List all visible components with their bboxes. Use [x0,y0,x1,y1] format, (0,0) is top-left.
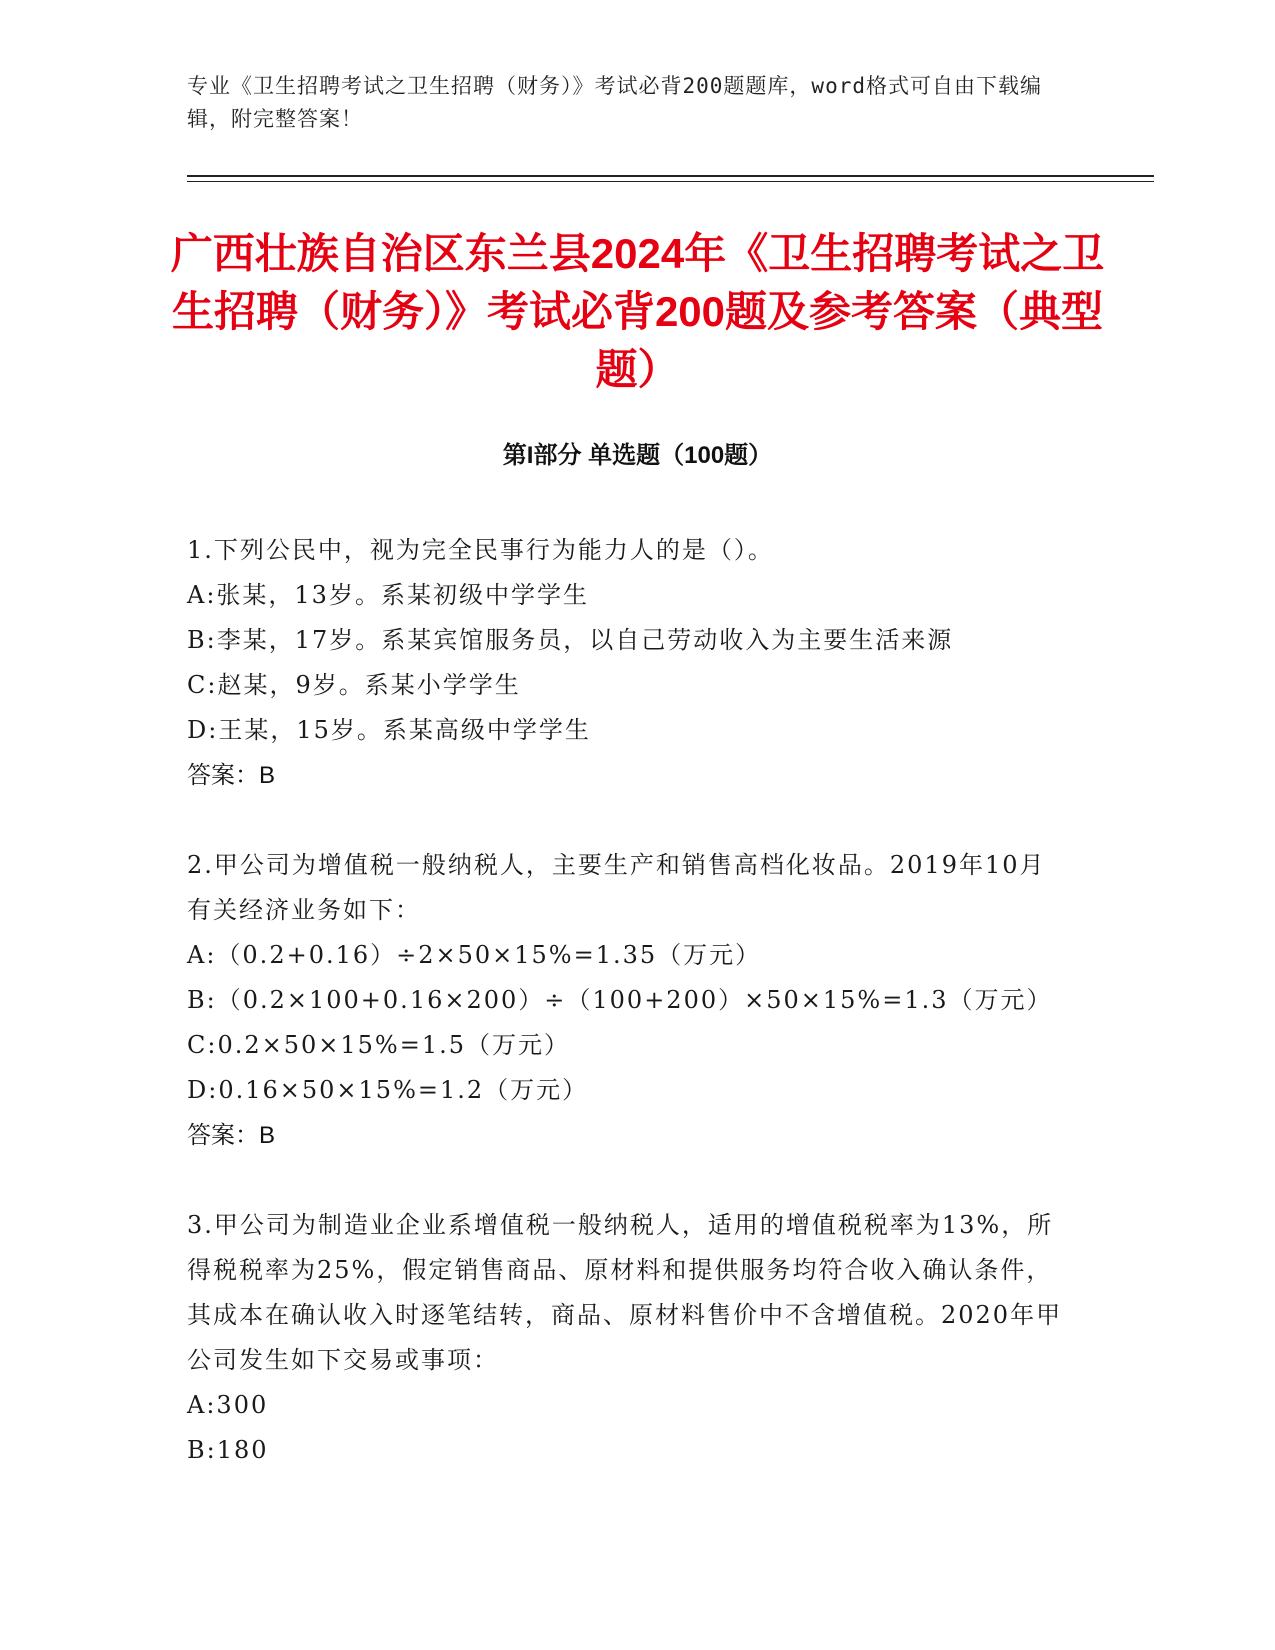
question-1 [187,528,1067,798]
header-divider-thin [187,181,1154,182]
option-b: B:180 [187,1436,269,1464]
question-3 [187,1203,1067,1473]
question-stem: 2.甲公司为增值税一般纳税人，主要生产和销售高档化妆品。2019年10月有关经济业务如下： [187,851,1046,924]
question-stem: 3.甲公司为制造业企业系增值税一般纳税人，适用的增值税税率为13%，所得税税率为25%，假定销售商品、原材料和提供服务均符合收入确认条件，其成本在确认收入时逐笔结转，商品、原材料售价中不含增值税。2020年甲公司发生如下交易或事项： [187,1211,1063,1374]
section-title: 第I部分 单选题（100题） [502,442,773,469]
option-a: A:张某，13岁。系某初级中学学生 [187,581,589,609]
option-b: B:（0.2×100+0.16×200）÷（100+200）×50×15%=1.3（万元） [187,986,1053,1014]
header-note: 专业《卫生招聘考试之卫生招聘（财务）》考试必背200题题库，word格式可自由下载编辑，附完整答案！ [187,74,1042,131]
answer: 答案：B [187,762,276,789]
question-2 [187,843,1067,1158]
answer: 答案：B [187,1122,276,1149]
option-c: C:0.2×50×15%=1.5（万元） [187,1031,570,1059]
document-title: 广西壮族自治区东兰县2024年《卫生招聘考试之卫生招聘（财务）》考试必背200题及参考答案（典型题） [170,230,1105,393]
option-d: D:王某，15岁。系某高级中学学生 [187,716,591,744]
question-list [187,528,1067,1518]
option-a: A:300 [187,1391,269,1419]
question-stem: 1.下列公民中，视为完全民事行为能力人的是（）。 [187,536,774,564]
header-divider-thick [187,175,1154,177]
option-c: C:赵某，9岁。系某小学学生 [187,671,521,699]
option-a: A:（0.2+0.16）÷2×50×15%=1.35（万元） [187,941,762,969]
option-d: D:0.16×50×15%=1.2（万元） [187,1076,589,1104]
option-b: B:李某，17岁。系某宾馆服务员，以自己劳动收入为主要生活来源 [187,626,954,654]
